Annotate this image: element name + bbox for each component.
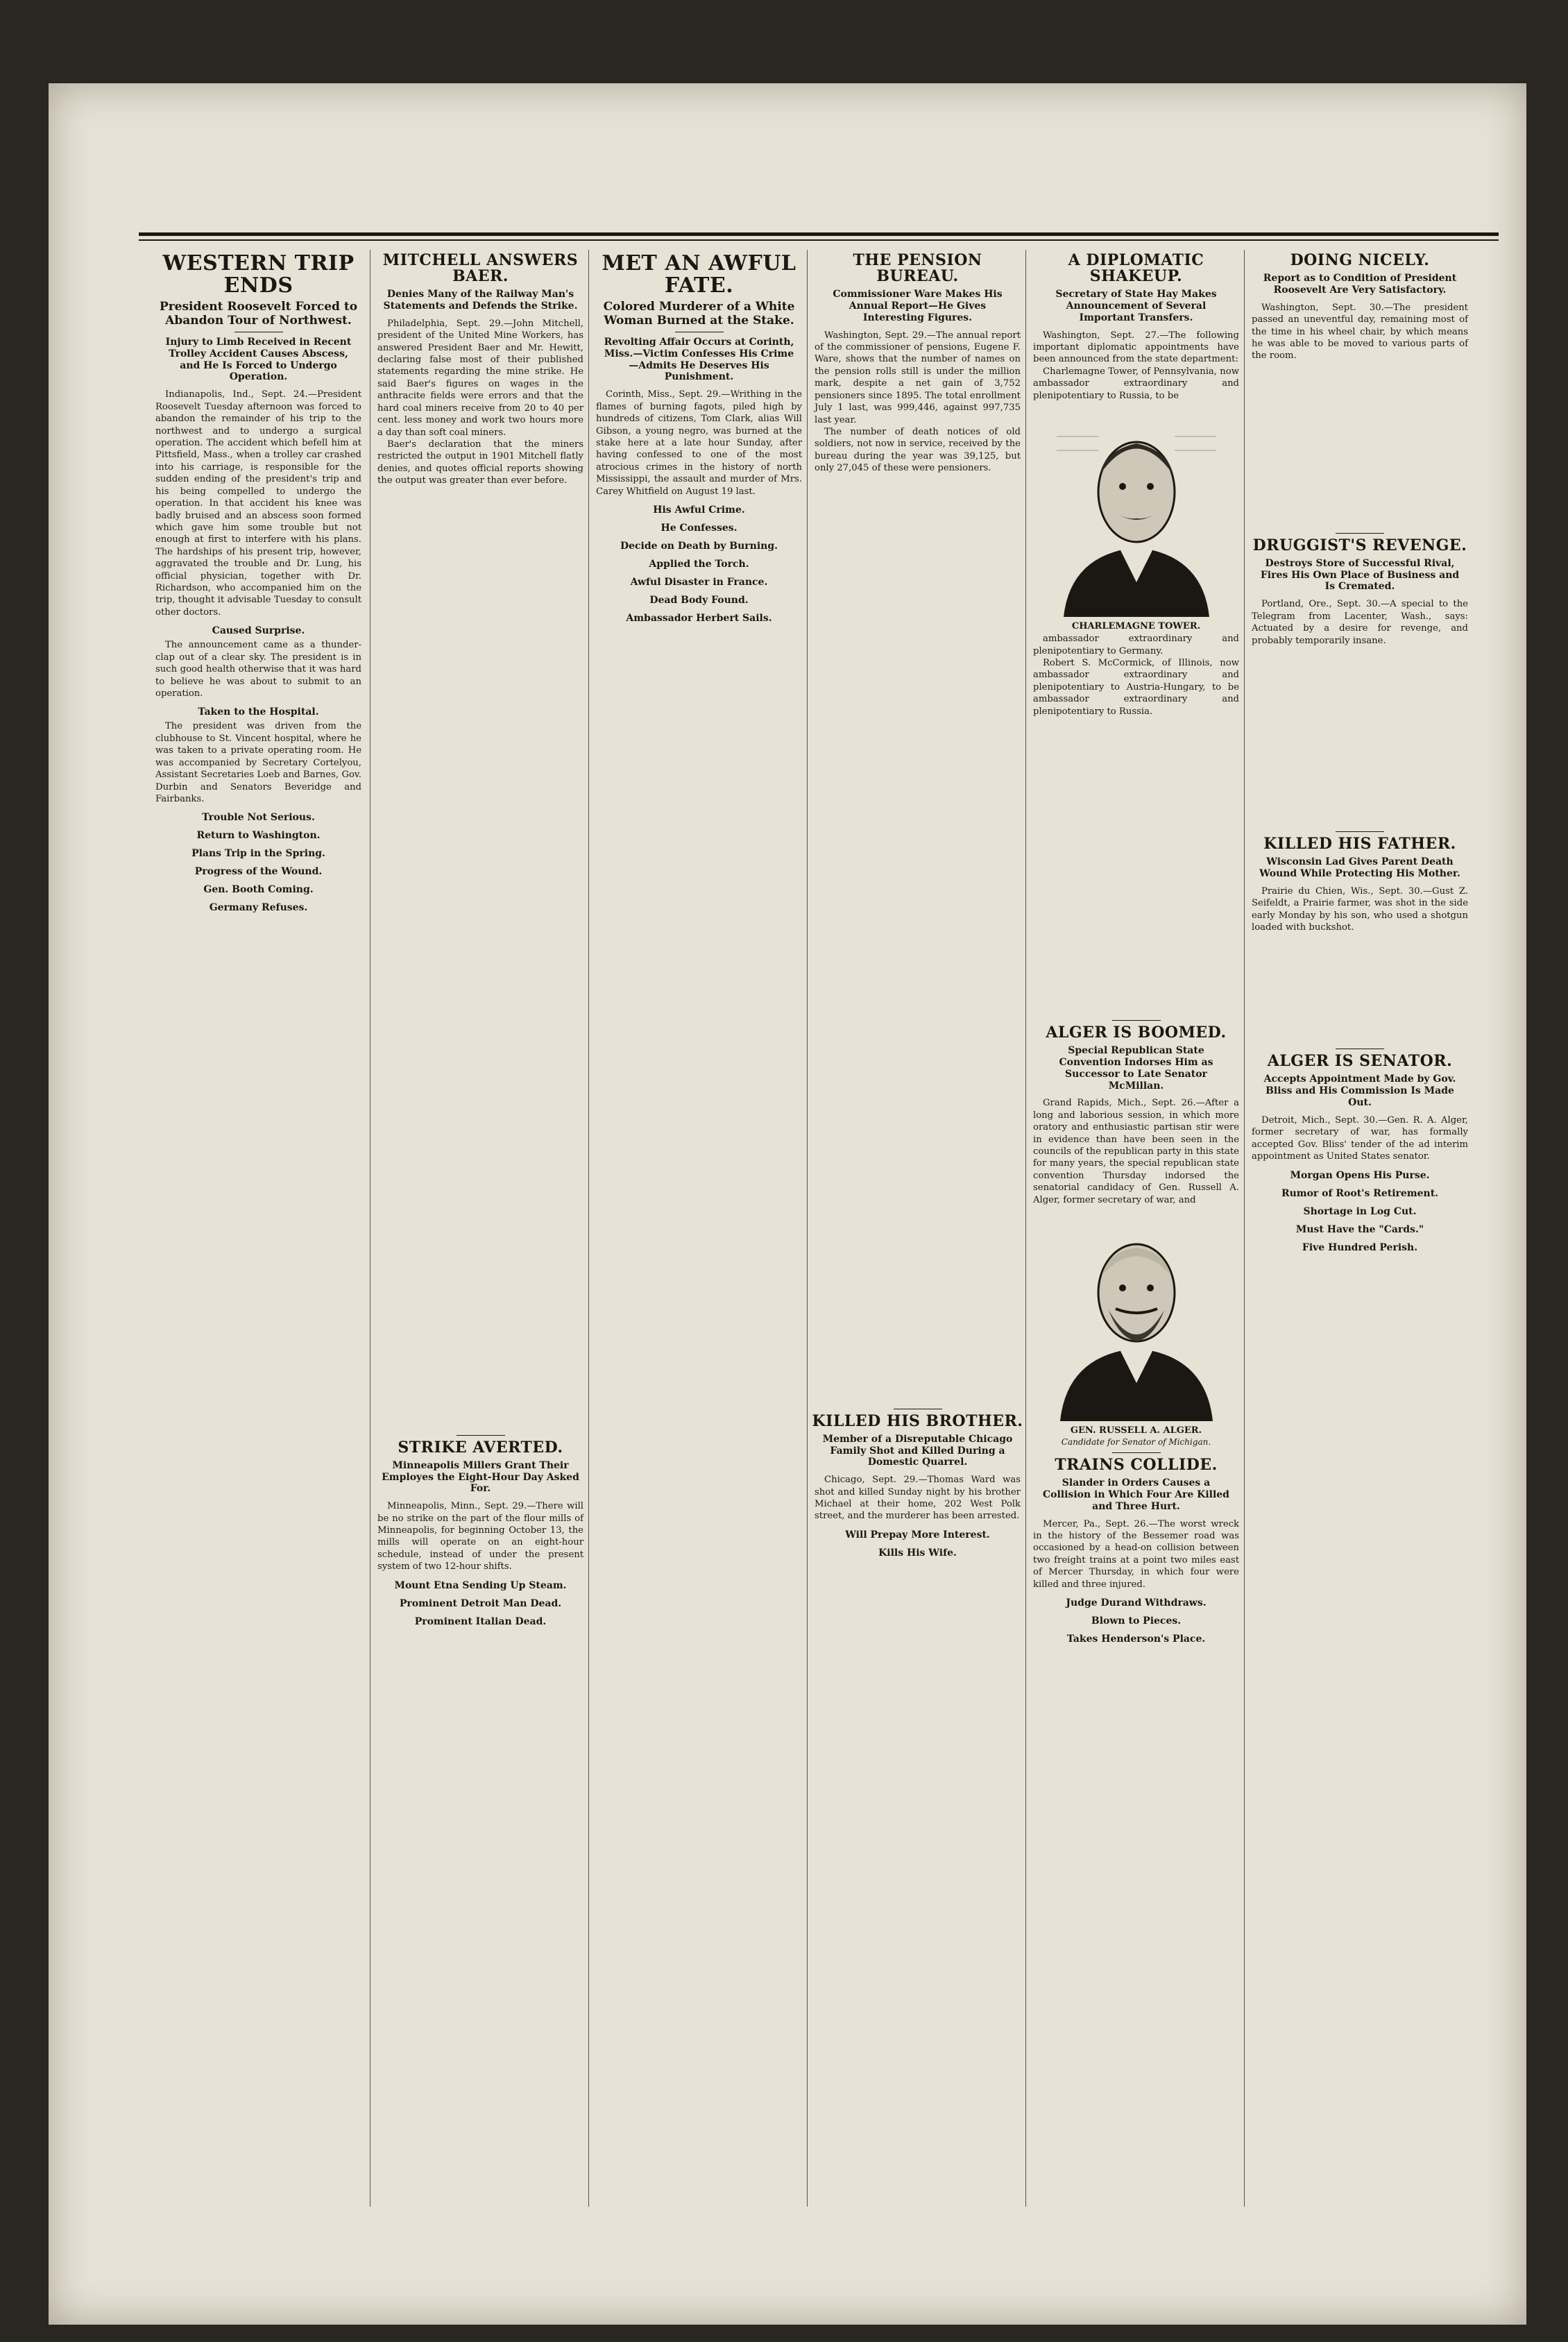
article-paragraph: Minneapolis, Minn., Sept. 29.—There will be no strike on the part of the flour mills of Minneapolis, for beginning October 13, the mills will operate on an eight-hour schedule, instead of under the present system of two 12-hour shifts. [377,1501,583,1572]
article-headline: STRIKE AVERTED. [398,1438,563,1457]
section-subhead: Shortage in Log Cut. [1303,1205,1417,1217]
article-paragraph: Charlemagne Tower, of Pennsylvania, now ambassador extraordinary and plenipotentiary to Russia, to be [1033,366,1239,401]
article-paragraph: Prairie du Chien, Wis., Sept. 30.—Gust Z. Seifeldt, a Prairie farmer, was shot in the side early Monday by his son, who used a shotgun loaded with buckshot. [1252,885,1468,933]
article-subdeck: Minneapolis Millers Grant Their Employes the Eight-Hour Day Asked For. [382,1459,579,1495]
masthead-rule-thin [139,239,1499,241]
masthead-rule-thick [139,232,1499,236]
article-headline: MET AN AWFUL FATE. [602,251,796,298]
article-subdeck: Accepts Appointment Made by Gov. Bliss and His Commission Is Made Out. [1263,1074,1456,1109]
article-subdeck: Destroys Store of Successful Rival, Fires His Own Place of Business and Is Cremated. [1260,557,1460,593]
section-subhead: Mount Etna Sending Up Steam. [394,1579,567,1591]
column-rule [1025,250,1026,2207]
article-paragraph: Washington, Sept. 29.—The annual report of the commissioner of pensions, Eugene F. Ware, shows that the number of names on the pension rolls still is under the million mark, despite a net gain of 3,752 pensioners since 1895. The total enrollment July 1 last, was 999,446, against 997,735 last year. [815,330,1021,425]
article-subdeck: Commissioner Ware Makes His Annual Report—He Gives Interesting Figures. [833,289,1003,323]
article-deck: President Roosevelt Forced to Abandon Tour of Northwest. [159,300,358,328]
article-subdeck: Revolting Affair Occurs at Corinth, Miss.—Victim Confesses His Crime —Admits He Deserves His Punishment. [604,337,794,383]
article-paragraph: Portland, Ore., Sept. 30.—A special to the Telegram from Lacenter, Wash., says: Actuated by a desire for revenge, and probably temporarily insane. [1252,599,1468,646]
section-subhead: Decide on Death by Burning. [620,541,778,552]
article-headline: WESTERN TRIP ENDS [162,251,355,298]
article-paragraph: Chicago, Sept. 29.—Thomas Ward was shot and killed Sunday night by his brother Michael at their home, 202 West Polk street, and the murderer has been arrested. [815,1475,1021,1522]
article-subdeck: Secretary of State Hay Makes Announcement of Several Important Transfers. [1055,289,1217,323]
article-headline: TRAINS COLLIDE. [1055,1456,1218,1475]
article-paragraph: Baer's declaration that the miners restricted the output in 1901 Mitchell flatly denies, and quotes official reports showing the output was greater than ever before. [377,439,583,486]
section-subhead: He Confesses. [661,523,738,534]
column-4 [812,250,1023,2221]
section-subhead: Five Hundred Perish. [1302,1241,1418,1253]
portrait-subcaption: Candidate for Senator of Michigan. [1061,1437,1211,1448]
section-subhead: Return to Washington. [196,830,321,842]
section-subhead: Taken to the Hospital. [198,706,319,718]
section-subhead: Kills His Wife. [878,1547,957,1559]
section-subhead: Caused Surprise. [212,625,305,637]
newspaper-page [49,83,1526,2325]
article-subdeck: Wisconsin Lad Gives Parent Death Wound While Protecting His Mother. [1259,856,1460,879]
section-subhead: Applied the Torch. [649,559,749,570]
article-subdeck: Denies Many of the Railway Man's Statements and Defends the Strike. [383,289,578,312]
section-subhead: Morgan Opens His Purse. [1290,1169,1430,1181]
article-subdeck: Report as to Condition of President Roosevelt Are Very Satisfactory. [1263,273,1457,296]
section-subhead: Blown to Pieces. [1091,1615,1182,1627]
portrait-russell-alger-image [1050,1213,1223,1421]
section-subhead: Plans Trip in the Spring. [191,848,325,860]
section-subhead: Awful Disaster in France. [630,577,768,588]
section-subhead: Progress of the Wound. [194,866,323,878]
article-paragraph: Mercer, Pa., Sept. 26.—The worst wreck in the history of the Bessemer road was occasioned by a head-on collision between two freight trains at a point two miles east of Mercer Thursday, in which four were killed and three injured. [1033,1518,1239,1590]
column-2 [375,250,586,2221]
article-headline: ALGER IS BOOMED. [1046,1024,1227,1042]
column-3 [593,250,805,2221]
column-rule [588,250,589,2207]
article-paragraph: The number of death notices of old soldiers, not now in service, received by the bureau during the year was 39,125, but only 27,045 of these were pensioners. [815,426,1021,474]
column-1 [153,250,364,2221]
article-paragraph: Indianapolis, Ind., Sept. 24.—President Roosevelt Tuesday afternoon was forced to abandon the remainder of his trip to the northwest and to undergo a surgical operation. The accident which befell him at Pittsfield, Mass., when a trolley car crashed into his carriage, is responsible for the sudden ending of the president's trip and his being compelled to undergo the operation. In that accident his knee was badly bruised and an abscess soon formed which gave him some trouble but not enough at first to interfere with his plans. The hardships of his present trip, however, aggravated the trouble and Dr. Lung, his official physician, together with Dr. Richardson, who accompanied him on the trip, thought it advisable Tuesday to consult other doctors. [155,389,361,618]
article-paragraph: Washington, Sept. 27.—The following important diplomatic appointments have been announced from the state department: [1033,330,1239,365]
article-headline: DRUGGIST'S REVENGE. [1252,536,1467,554]
article-subdeck: Slander in Orders Causes a Collision in Which Four Are Killed and Three Hurt. [1043,1477,1229,1512]
article-headline: KILLED HIS FATHER. [1263,834,1456,853]
section-subhead: Prominent Detroit Man Dead. [399,1597,562,1609]
article-deck: Colored Murderer of a White Woman Burned at the Stake. [603,300,795,328]
column-6 [1249,250,1471,2221]
article-headline: DOING NICELY. [1290,251,1430,269]
section-subhead: Rumor of Root's Retirement. [1281,1187,1439,1199]
article-subdeck: Injury to Limb Received in Recent Trolley Accident Causes Abscess, and He Is Forced to Undergo Operation. [165,337,352,383]
article-paragraph: Grand Rapids, Mich., Sept. 26.—After a long and laborious session, in which more oratory and enthusiastic partisan stir were in evidence than have been seen in the councils of the republican party in this state for many years, the special republican state convention Thursday indorsed the senatorial candidacy of Gen. Russell A. Alger, former secretary of war, and [1033,1098,1239,1205]
section-subhead: Will Prepay More Interest. [845,1529,990,1541]
section-subhead: Must Have the "Cards." [1295,1223,1424,1235]
portrait-caption: CHARLEMAGNE TOWER. [1071,621,1201,632]
article-headline: A DIPLOMATIC SHAKEUP. [1068,251,1204,286]
section-subhead: His Awful Crime. [653,504,745,516]
section-subhead: Trouble Not Serious. [202,812,315,824]
column-rule [807,250,808,2207]
portrait-caption: GEN. RUSSELL A. ALGER. [1070,1425,1202,1436]
section-subhead: Ambassador Herbert Sails. [626,613,772,625]
section-subhead: Judge Durand Withdraws. [1066,1597,1207,1609]
section-subhead: Dead Body Found. [649,595,749,606]
article-headline: MITCHELL ANSWERS BAER. [382,251,579,286]
section-subhead: Takes Henderson's Place. [1066,1634,1206,1645]
section-subhead: Gen. Booth Coming. [203,884,314,896]
article-paragraph: The announcement came as a thunder-clap out of a clear sky. The president is in such good health otherwise that it was hard to believe he was about to submit to an operation. [155,640,361,699]
column-rule [1244,250,1245,2207]
article-paragraph: Washington, Sept. 30.—The president passed an uneventful day, remaining most of the time in his wheel chair, by which means he was able to be moved to various parts of the room. [1252,302,1468,362]
section-subhead: Prominent Italian Dead. [414,1615,547,1627]
article-paragraph: Philadelphia, Sept. 29.—John Mitchell, president of the United Mine Workers, has answered President Baer and Mr. Hewitt, declaring false most of their published statements regarding the mine strike. He said Baer's figures on wages in the anthracite fields were errors and that the hard coal miners receive from 20 to 40 per cent. less money and work two hours more a day than soft coal miners. [377,318,583,438]
article-paragraph: Robert S. McCormick, of Illinois, now ambassador extraordinary and plenipotentiary to Austria-Hungary, to be ambassador extraordinary and plenipotentiary to Russia. [1033,657,1239,717]
article-headline: KILLED HIS BROTHER. [812,1411,1023,1430]
article-headline: ALGER IS SENATOR. [1267,1052,1453,1071]
article-paragraph: Corinth, Miss., Sept. 29.—Writhing in the flames of burning fagots, piled high by hundreds of citizens, Tom Clark, alias Will Gibson, a young negro, was burned at the stake here at a late hour Sunday, after having confessed to one of the most atrocious crimes in the history of north Mississippi, the assault and murder of Mrs. Carey Whitfield on August 19 last. [596,389,802,497]
article-paragraph: Detroit, Mich., Sept. 30.—Gen. R. A. Alger, former secretary of war, has formally accepted Gov. Bliss' tender of the ad interim appointment as United States senator. [1252,1114,1468,1162]
section-subhead: Germany Refuses. [209,902,308,914]
article-subdeck: Member of a Disreputable Chicago Family Shot and Killed During a Domestic Quarrel. [822,1433,1013,1468]
article-subdeck: Special Republican State Convention Indorses Him as Successor to Late Senator McMillan. [1059,1045,1213,1092]
article-paragraph: ambassador extraordinary and plenipotentiary to Germany. [1033,634,1239,656]
article-headline: THE PENSION BUREAU. [853,251,982,286]
column-5 [1030,250,1242,2221]
article-paragraph: The president was driven from the clubhouse to St. Vincent hospital, where he was taken to a private operating room. He was accompanied by Secretary Cortelyou, Assistant Secretaries Loeb and Barnes, Gov. Durbin and Senators Beveridge and Fairbanks. [155,721,361,804]
portrait-charlemagne-tower-image [1050,409,1223,617]
